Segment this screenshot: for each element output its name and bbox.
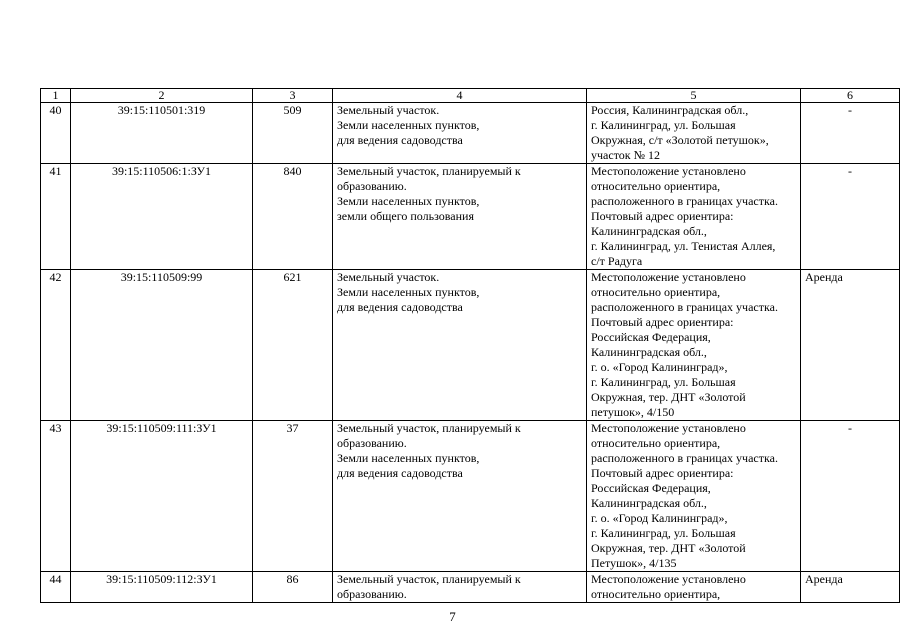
location-line: г. о. «Город Калининград», (591, 360, 728, 374)
description-cell (333, 164, 587, 270)
table-row (41, 572, 900, 603)
location-line: Калининградская обл., (591, 345, 707, 359)
description-line: для ведения садоводства (337, 133, 463, 147)
description-cell (333, 572, 587, 603)
page-number: 7 (449, 609, 456, 624)
location-line: относительно ориентира, (591, 436, 721, 450)
location-line: расположенного в границах участка. (591, 194, 778, 208)
description-cell (333, 103, 587, 164)
area-cell: 86 (253, 572, 333, 603)
row-number-cell: 41 (41, 164, 71, 270)
note-cell: - (801, 421, 900, 572)
description-line: Земли населенных пунктов, (337, 285, 480, 299)
description-line: образованию. (337, 179, 407, 193)
location-line: Почтовый адрес ориентира: (591, 209, 734, 223)
description-line: Земельный участок. (337, 103, 440, 117)
cadastral-number-cell: 39:15:110509:112:ЗУ1 (71, 572, 253, 603)
location-line: г. Калининград, ул. Тенистая Аллея, (591, 239, 776, 253)
row-number-cell: 40 (41, 103, 71, 164)
location-line: Местоположение установлено (591, 572, 746, 586)
cadastral-number-cell: 39:15:110506:1:ЗУ1 (71, 164, 253, 270)
note-cell: - (801, 164, 900, 270)
description-line: Земельный участок, планируемый к (337, 572, 521, 586)
note-cell: Аренда (801, 572, 900, 603)
description-line: Земельный участок, планируемый к (337, 421, 521, 435)
area-cell: 840 (253, 164, 333, 270)
column-number-1: 1 (41, 89, 71, 103)
location-line: Российская Федерация, (591, 481, 711, 495)
location-cell (587, 270, 801, 421)
location-line: Россия, Калининградская обл., (591, 103, 749, 117)
column-number-4: 4 (333, 89, 587, 103)
table-row (41, 270, 900, 421)
table-row (41, 103, 900, 164)
note-cell: - (801, 103, 900, 164)
description-line: Земли населенных пунктов, (337, 118, 480, 132)
description-line: Земли населенных пунктов, (337, 451, 480, 465)
location-line: с/т Радуга (591, 254, 643, 268)
location-line: Петушок», 4/135 (591, 556, 677, 570)
description-line: Земельный участок, планируемый к (337, 164, 521, 178)
location-line: Почтовый адрес ориентира: (591, 315, 734, 329)
location-line: участок № 12 (591, 148, 661, 162)
column-number-6: 6 (801, 89, 900, 103)
area-cell: 621 (253, 270, 333, 421)
row-number-cell: 43 (41, 421, 71, 572)
location-line: Окружная, тер. ДНТ «Золотой (591, 390, 746, 404)
location-line: Местоположение установлено (591, 421, 746, 435)
location-line: Почтовый адрес ориентира: (591, 466, 734, 480)
note-cell: Аренда (801, 270, 900, 421)
area-cell: 37 (253, 421, 333, 572)
table-row (41, 164, 900, 270)
table-body (41, 89, 900, 603)
description-line: Земли населенных пунктов, (337, 194, 480, 208)
location-line: г. Калининград, ул. Большая (591, 526, 736, 540)
description-cell (333, 421, 587, 572)
location-line: Местоположение установлено (591, 270, 746, 284)
location-line: относительно ориентира, (591, 179, 721, 193)
row-number-cell: 42 (41, 270, 71, 421)
column-number-3: 3 (253, 89, 333, 103)
area-cell: 509 (253, 103, 333, 164)
location-line: расположенного в границах участка. (591, 451, 778, 465)
location-line: расположенного в границах участка. (591, 300, 778, 314)
location-cell (587, 164, 801, 270)
location-line: г. Калининград, ул. Большая (591, 375, 736, 389)
row-number-cell: 44 (41, 572, 71, 603)
location-line: относительно ориентира, (591, 285, 721, 299)
location-line: г. о. «Город Калининград», (591, 511, 728, 525)
description-line: для ведения садоводства (337, 300, 463, 314)
description-line: образованию. (337, 436, 407, 450)
description-line: образованию. (337, 587, 407, 601)
description-line: Земельный участок. (337, 270, 440, 284)
description-line: для ведения садоводства (337, 466, 463, 480)
column-number-row (41, 89, 900, 103)
table-row (41, 421, 900, 572)
cadastral-number-cell: 39:15:110509:111:ЗУ1 (71, 421, 253, 572)
location-line: Калининградская обл., (591, 224, 707, 238)
column-number-2: 2 (71, 89, 253, 103)
cadastral-number-cell: 39:15:110501:319 (71, 103, 253, 164)
location-line: Российская Федерация, (591, 330, 711, 344)
description-line: земли общего пользования (337, 209, 474, 223)
location-cell (587, 421, 801, 572)
location-line: петушок», 4/150 (591, 405, 675, 419)
location-line: Окружная, тер. ДНТ «Золотой (591, 541, 746, 555)
location-cell (587, 103, 801, 164)
location-line: Калининградская обл., (591, 496, 707, 510)
location-line: Окружная, с/т «Золотой петушок», (591, 133, 769, 147)
land-plots-table (40, 88, 900, 603)
location-line: относительно ориентира, (591, 587, 721, 601)
cadastral-number-cell: 39:15:110509:99 (71, 270, 253, 421)
location-line: г. Калининград, ул. Большая (591, 118, 736, 132)
location-cell (587, 572, 801, 603)
column-number-5: 5 (587, 89, 801, 103)
location-line: Местоположение установлено (591, 164, 746, 178)
description-cell (333, 270, 587, 421)
